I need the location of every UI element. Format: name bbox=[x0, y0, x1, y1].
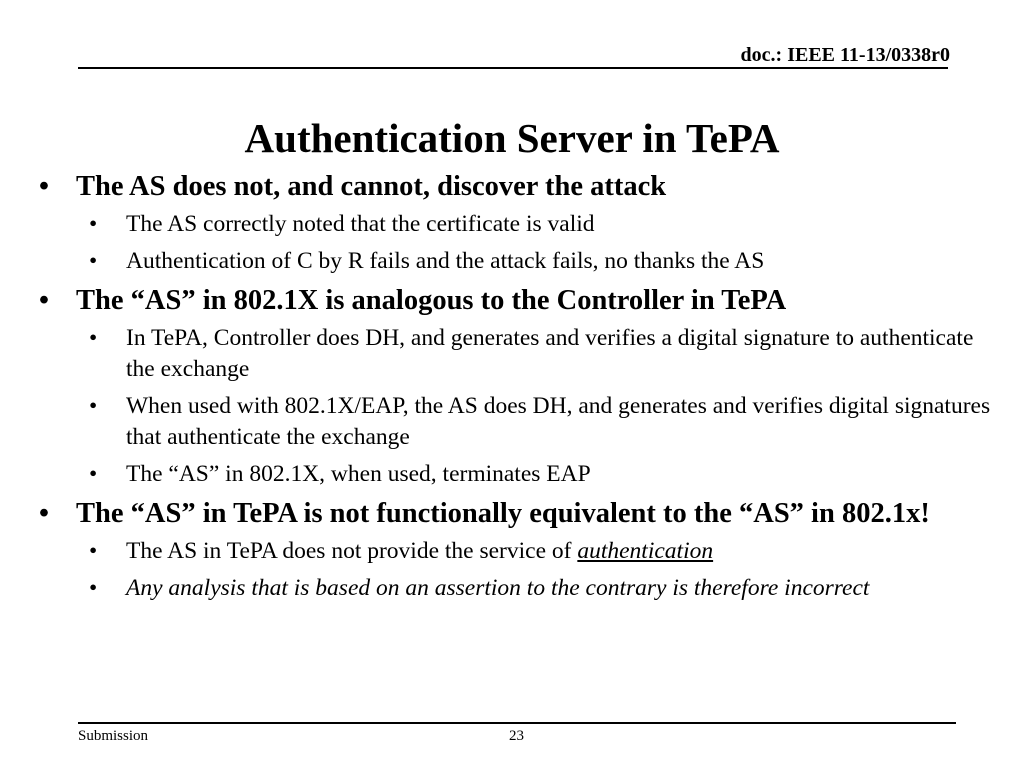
bullet-level2 bbox=[89, 391, 1001, 453]
emphasized-term: authentication bbox=[577, 538, 714, 564]
bullet-text-prefix: The AS in TePA does not provide the service of bbox=[126, 538, 578, 564]
bullet-glyph: • bbox=[89, 538, 98, 564]
bullet-level2 bbox=[89, 209, 1001, 240]
bullet-level1 bbox=[36, 284, 1001, 317]
bullet-level2 bbox=[89, 246, 1001, 277]
bullet-level1 bbox=[36, 497, 1001, 530]
bullet-text: Any analysis that is based on an assertion to the contrary is therefore incorrect bbox=[126, 575, 870, 601]
bullet-text bbox=[126, 536, 1001, 567]
bullet-text: The “AS” in 802.1X, when used, terminates EAP bbox=[126, 461, 591, 487]
bullet-glyph: • bbox=[89, 393, 98, 419]
bullet-level2 bbox=[89, 459, 1001, 490]
bullet-glyph: • bbox=[89, 248, 98, 274]
page-number: 23 bbox=[509, 728, 524, 744]
bullet-glyph: • bbox=[89, 325, 98, 351]
bullet-text: Authentication of C by R fails and the attack fails, no thanks the AS bbox=[126, 248, 765, 274]
bullet-level2 bbox=[89, 323, 1001, 385]
bullet-glyph: • bbox=[39, 171, 49, 202]
document-id: doc.: IEEE 11-13/0338r0 bbox=[740, 44, 950, 66]
bullet-list bbox=[36, 170, 1001, 604]
bullet-glyph: • bbox=[39, 498, 49, 529]
footer-rule bbox=[78, 722, 956, 724]
bullet-glyph: • bbox=[89, 575, 98, 601]
header-rule bbox=[78, 67, 948, 69]
footer-submission: Submission bbox=[78, 728, 149, 744]
bullet-text: In TePA, Controller does DH, and generates and verifies a digital signature to authenticate the exchange bbox=[126, 325, 974, 382]
bullet-glyph: • bbox=[39, 285, 49, 316]
bullet-text: The AS correctly noted that the certificate is valid bbox=[126, 211, 595, 237]
bullet-text: When used with 802.1X/EAP, the AS does DH, and generates and verifies digital signatures that authenticate the exchange bbox=[126, 393, 991, 450]
bullet-glyph: • bbox=[89, 461, 98, 487]
bullet-level1 bbox=[36, 170, 1001, 203]
bullet-level2 bbox=[89, 536, 1001, 567]
bullet-text: The “AS” in 802.1X is analogous to the Controller in TePA bbox=[76, 285, 787, 316]
bullet-level2 bbox=[89, 573, 1001, 604]
slide-title: Authentication Server in TePA bbox=[244, 115, 780, 161]
bullet-glyph: • bbox=[89, 211, 98, 237]
bullet-text: The “AS” in TePA is not functionally equivalent to the “AS” in 802.1x! bbox=[76, 498, 930, 529]
bullet-text: The AS does not, and cannot, discover the attack bbox=[76, 171, 667, 202]
